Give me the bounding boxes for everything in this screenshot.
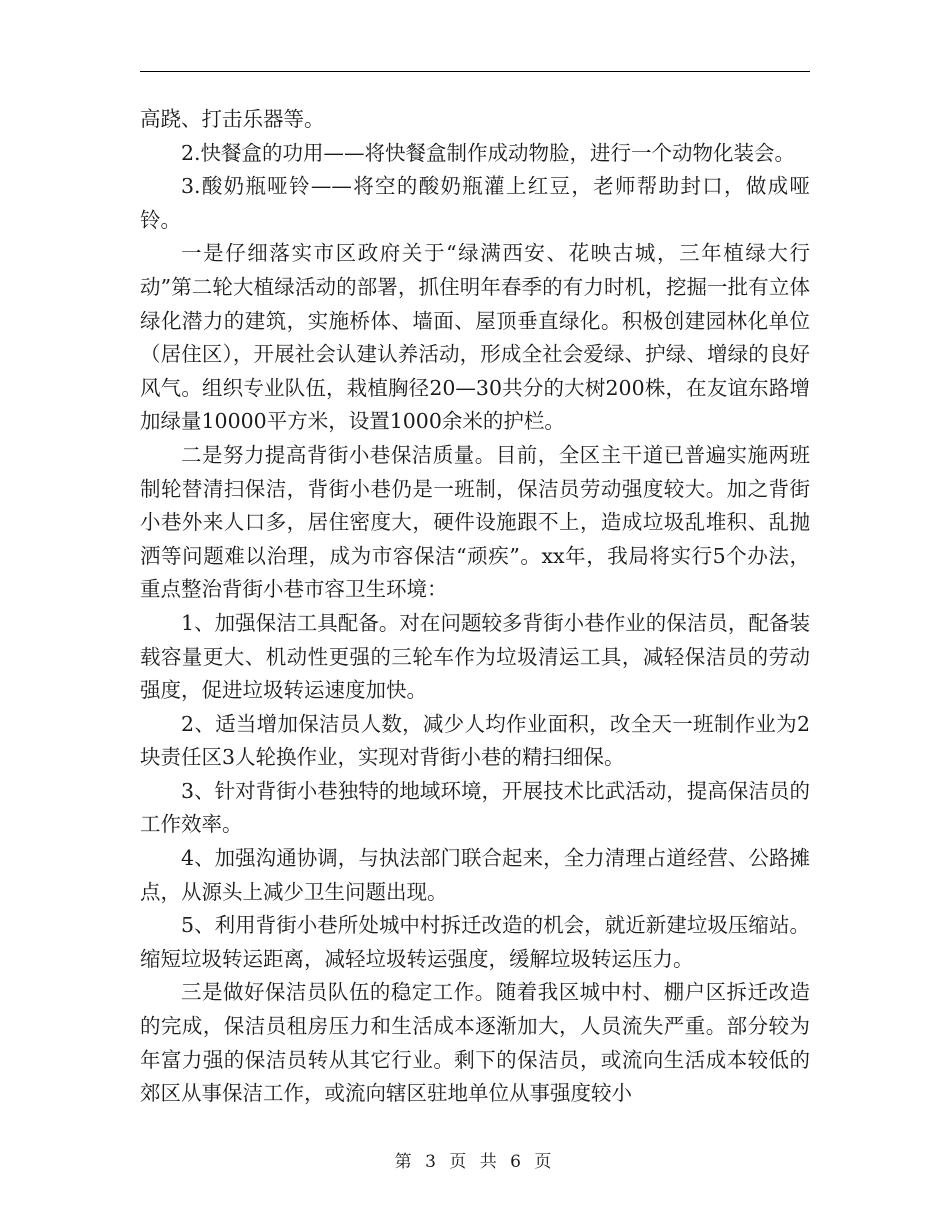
- paragraph: 1、加强保洁工具配备。对在问题较多背街小巷作业的保洁员，配备装载容量更大、机动性更强的三轮车作为垃圾清运工具，减轻保洁员的劳动强度，促进垃圾转运速度加快。: [140, 610, 810, 703]
- paragraph: 三是做好保洁员队伍的稳定工作。随着我区城中村、棚户区拆迁改造的完成，保洁员租房压力和生活成本逐渐加大，人员流失严重。部分较为年富力强的保洁员转从其它行业。剩下的保洁员，或流向生活成本较低的郊区从事保洁工作，或流向辖区驻地单位从事强度较小: [140, 980, 810, 1106]
- paragraph: 3、针对背街小巷独特的地域环境，开展技术比武活动，提高保洁员的工作效率。: [140, 778, 810, 837]
- paragraph: 2.快餐盒的功用——将快餐盒制作成动物脸，进行一个动物化装会。: [181, 140, 796, 165]
- paragraph: 3.酸奶瓶哑铃——将空的酸奶瓶灌上红豆，老师帮助封口，做成哑铃。: [140, 174, 810, 232]
- paragraph: 2、适当增加保洁员人数，减少人均作业面积，改全天一班制作业为2块责任区3人轮换作业，实现对背街小巷的精扫细保。: [140, 711, 810, 770]
- paragraph: 二是努力提高背街小巷保洁质量。目前，全区主干道已普遍实施两班制轮替清扫保洁，背街小巷仍是一班制，保洁员劳动强度较大。加之背街小巷外来人口多，居住密度大，硬件设施跟不上，造成垃圾乱堆积、乱抛洒等问题难以治理，成为市容保洁“顽疾”。xx年，我局将实行5个办法，重点整治背街小巷市容卫生环境：: [140, 442, 810, 602]
- header-rule: [140, 71, 810, 72]
- page-number-footer: 第 3 页 共 6 页: [394, 1152, 556, 1172]
- paragraph: 高跷、打击乐器等。: [140, 107, 325, 131]
- paragraph: 一是仔细落实市区政府关于“绿满西安、花映古城，三年植绿大行动”第二轮大植绿活动的部署，抓住明年春季的有力时机，挖掘一批有立体绿化潜力的建筑，实施桥体、墙面、屋顶垂直绿化。积极创建园林化单位（居住区），开展社会认建认养活动，形成全社会爱绿、护绿、增绿的良好风气。组织专业队伍，栽植胸径20—30共分的大树200株，在友谊东路增加绿量10000平方米，设置1000余米的护栏。: [140, 241, 810, 434]
- paragraph: 4、加强沟通协调，与执法部门联合起来，全力清理占道经营、公路摊点，从源头上减少卫生问题出现。: [140, 846, 810, 904]
- body-text: [140, 103, 810, 1111]
- paragraph: 5、利用背街小巷所处城中村拆迁改造的机会，就近新建垃圾压缩站。缩短垃圾转运距离，减轻垃圾转运强度，缓解垃圾转运压力。: [140, 913, 810, 971]
